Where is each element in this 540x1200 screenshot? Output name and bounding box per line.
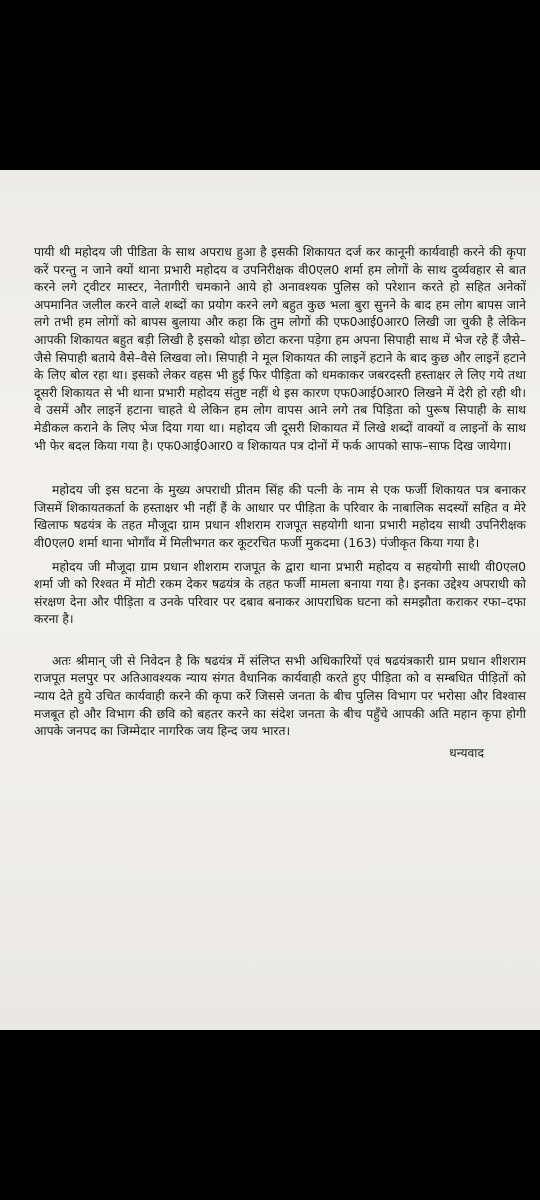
letter-paragraph-2: महोदय जी इस घटना के मुख्य अपराधी प्रीतम सिंह की पत्नी के नाम से एक फर्जी शिकायत पत्र बनाकर जिसमें शिकायतकर्ता के हस्ताक्षर भी नहीं हैं के आधार पर पीड़िता के परिवार के नाबालिक सदस्यों सहित व मेरे खिलाफ षढयंत्र के तहत मौजूदा ग्राम प्रधान शीशराम राजपूत सहयोगी थाना प्रभारी महोदय साथी उपनिरीक्षक वी0एल0 शर्मा थाना भोगाँव में मिलीभगत कर कूटरचित फर्जी मुकदमा (163) पंजीकृत किया गया है। [34,483,526,550]
letter-paragraph-3: महोदय जी मौजूदा ग्राम प्रधान शीशराम राजपूत के द्वारा थाना प्रभारी महोदय व सहयोगी साथी वी0एल0 शर्मा जी को रिश्वत में मोटी रकम देकर षढयंत्र के तहत फर्जी मामला बनाया गया है। इनका उद्देश्य अपराधी को संरक्षण देना और पीड़िता व उनके परिवार पर दबाव बनाकर आपराधिक घटना को समझौता कराकर रफा–दफा करना है। [34,559,526,627]
letter-paragraph-1: पायी थी महोदय जी पीडिता के साथ अपराध हुआ है इसकी शिकायत दर्ज कर कानूनी कार्यवाही करने की कृपा करें परन्तु न जाने क्यों थाना प्रभारी महोदय व उपनिरीक्षक वी0एल0 शर्मा हम लोगों के साथ दुर्व्यवहार से बात करने लगे ट्वीटर मास्टर, नेतागीरी चमकाने आये हो अनावश्यक पुलिस को परेशान करते हो सहित अनेकों अपमानित जलील करने वाले शब्दों का प्रयोग करने लगे बहुत कुछ भला बुरा सुनने के बाद हम लोग बापस जाने लगे तभी हम लोगों को बापस बुलाया और कहा कि तुम लोगों की एफ0आई0आर0 लिखी जा चुकी है लेकिन आपकी शिकायत बहुत बड़ी लिखी है इसको थोड़ा छोटा करना पड़ेगा हम अपना सिपाही साथ में भेज रहे हैं जैसे–जैसे सिपाही बताये वैसे–वैसे लिखवा लो। सिपाही ने मूल शिकायत की लाइनें हटाने के बाद कुछ और लाइनें हटाने के लिए बोल रहा था। इसको लेकर वहस भी हुई फिर पीड़िता को धमकाकर जबरदस्ती हस्ताक्षर ले लिए गये तथा दूसरी शिकायत से भी थाना प्रभारी महोदय संतुष्ट नहीं थे इस कारण एफ0आई0आर0 लिखने में देरी हो रही थी। वे उसमें और लाइनें हटाना चाहते थे लेकिन हम लोग वापस आने लगे तब पिड़िता को पुरूष सिपाही के साथ मेडीकल कराने के लिए भेज दिया गया था। महोदय जी दूसरी शिकायत में लिखे शब्दों वाक्यों व लाइनों के साथ भी फेर बदल किया गया है। एफ0आई0आर0 व शिकायत पत्र दोनों में फर्क आपको साफ–साफ दिख जायेगा। [34,245,526,453]
letter-paragraph-4: अतः श्रीमान् जी से निवेदन है कि षढयंत्र में संलिप्त सभी अधिकारियों एवं षढयंत्रकारी ग्राम प्रधान शीशराम राजपूत मलपुर पर अतिआवश्यक न्याय संगत वैधानिक कार्यवाही करते हुए पीड़िता को व सम्बधित पीड़ितों को न्याय देते हुये उचित कार्यवाही करने की कृपा करें जिससे जनता के बीच पुलिस विभाग पर भरोसा और विश्वास मजबूत हो और विभाग की छवि को बहतर करने का संदेश जनता के बीच पहुँचे आपकी अति महान कृपा होगी आपके जनपद का जिम्मेदार नागरिक जय हिन्द जय भारत। [34,653,526,739]
letter-page [0,170,540,1030]
letter-closing: धन्यवाद [449,745,484,760]
